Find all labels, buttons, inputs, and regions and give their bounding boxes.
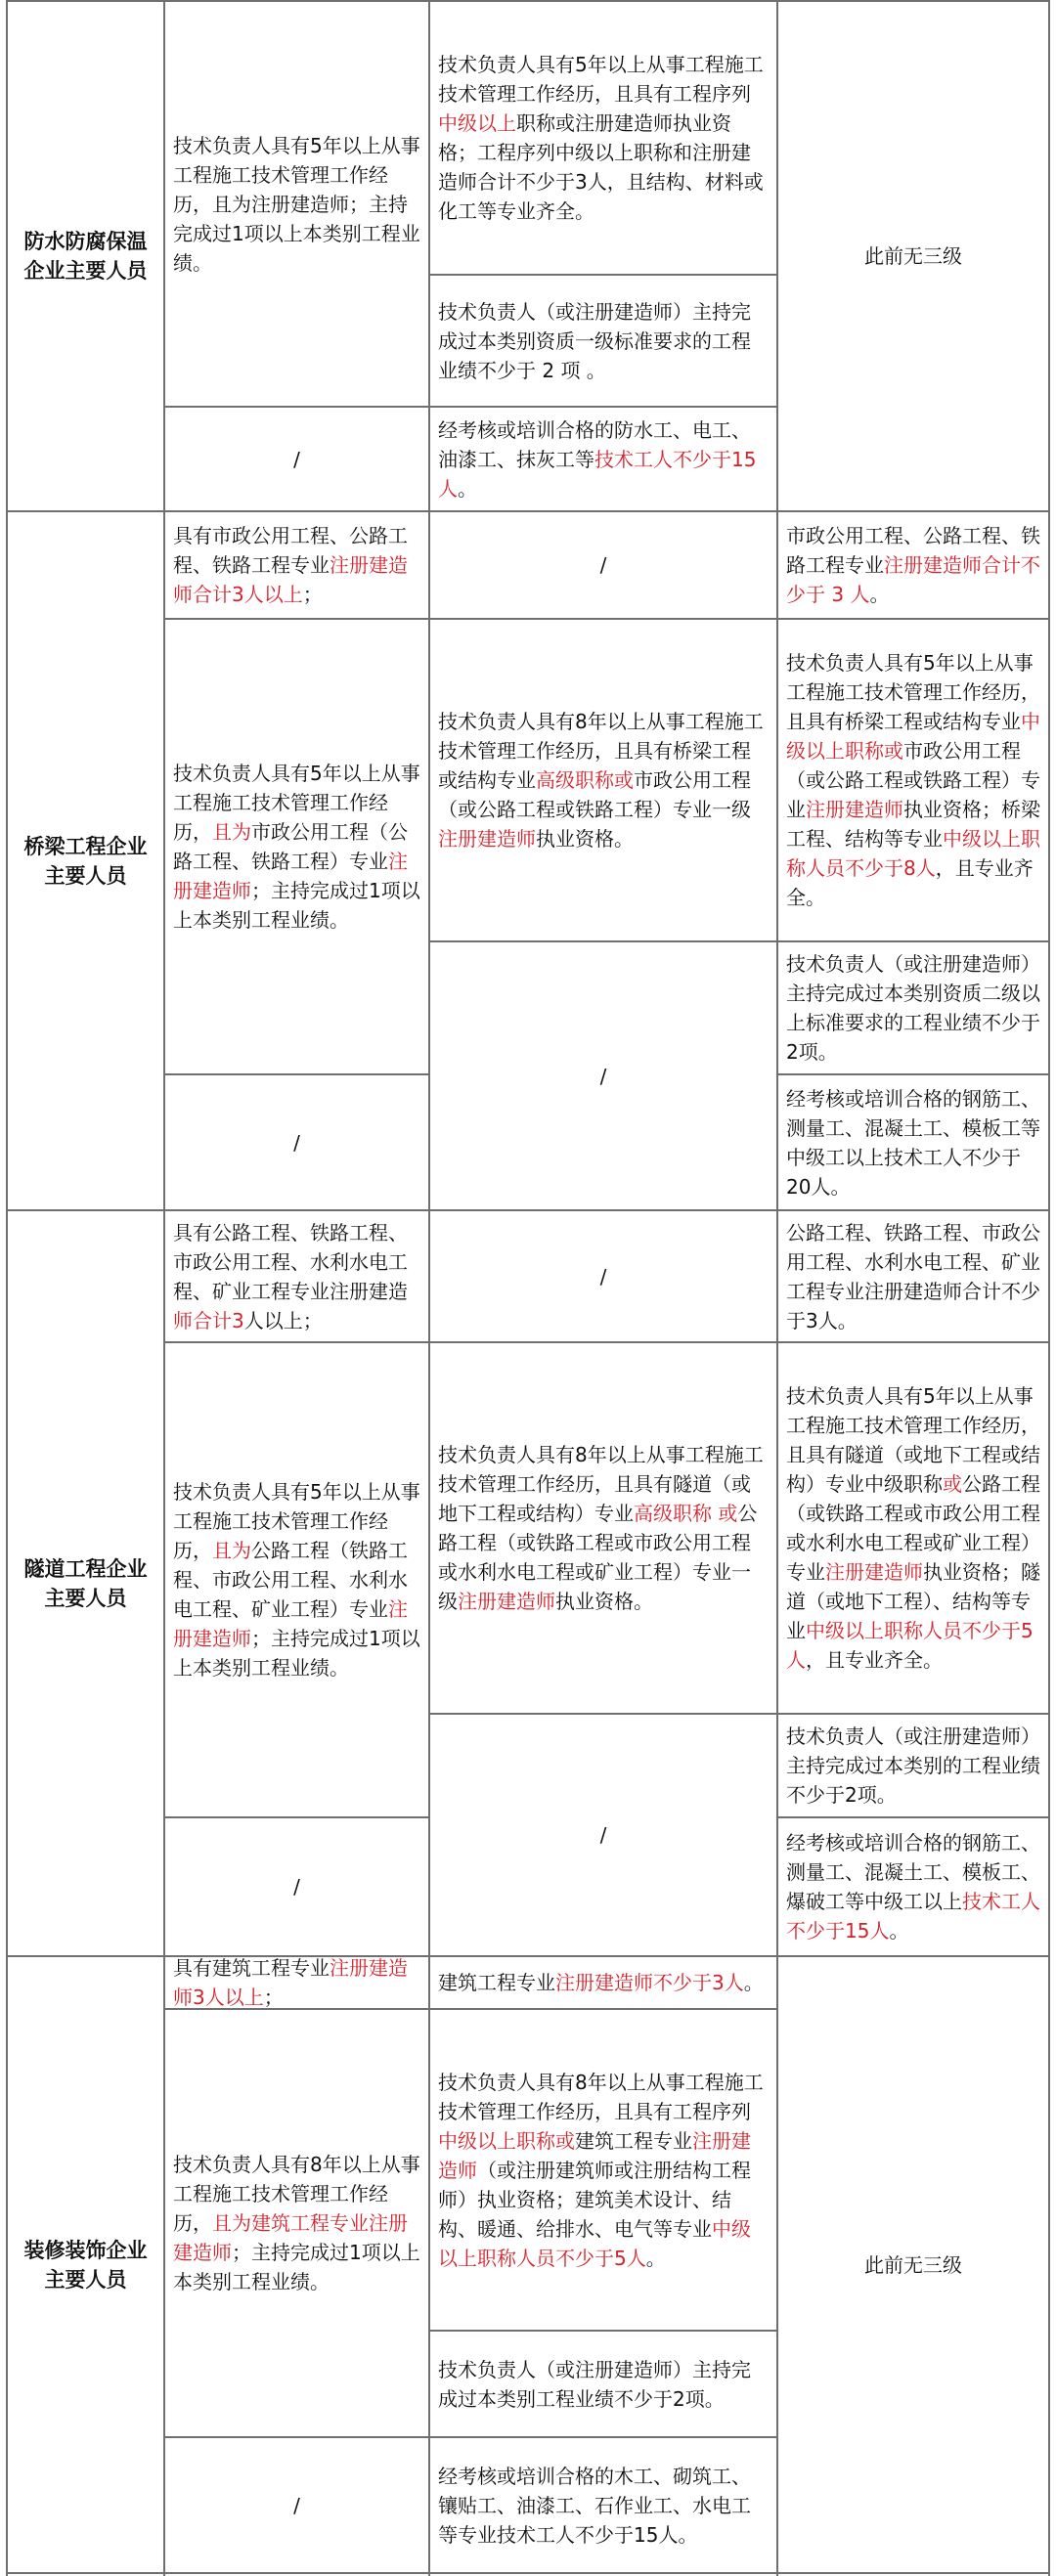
col-c-requirement-1: 公路工程、铁路工程、市政公用工程、水利水电工程、矿业工程专业注册建造师合计不少于3人。 xyxy=(786,1220,1040,1332)
col-b-slash-2: / xyxy=(599,1823,607,1847)
col-c-requirement-4: 经考核或培训合格的钢筋工、测量工、混凝土工、模板工等中级工以上技术工人不少于20人。 xyxy=(786,1086,1040,1199)
col-a-requirement-2: 技术负责人具有8年以上从事工程施工技术管理工作经历，且为建筑工程专业注册建造师；主持完成过1项以上本类别工程业绩。 xyxy=(173,2153,420,2293)
col-b-slash-2: / xyxy=(599,1064,607,1088)
category-title: 防水防腐保温企业主要人员 xyxy=(23,230,148,283)
col-b-requirement-3: 经考核或培训合格的防水工、电工、油漆工、抹灰工等技术工人不少于15人。 xyxy=(438,417,757,501)
col-c-note: 此前无三级 xyxy=(864,244,962,268)
col-b-requirement-2: 技术负责人具有8年以上从事工程施工技术管理工作经历，且具有工程序列中级以上职称或建筑工程专业注册建造师（或注册建筑师或注册结构工程师）执业资格；建筑美术设计、结构、暖通、给排水、电气等专业中级以上职称人员不少于5人。 xyxy=(438,2070,764,2270)
sep-4 xyxy=(6,2572,1050,2574)
col-c-requirement-2: 技术负责人具有5年以上从事工程施工技术管理工作经历，且具有桥梁工程或结构专业中级以上职称或市政公用工程（或公路工程或铁路工程）专业注册建造师执业资格；桥梁工程、结构等专业中级以上职称人员不少于8人，且专业齐全。 xyxy=(786,651,1040,909)
col-b-requirement-1: 建筑工程专业注册建造师不少于3人。 xyxy=(438,1971,764,1994)
col-a-slash: / xyxy=(293,1875,300,1899)
col-a-slash: / xyxy=(293,1130,300,1155)
col-a-slash: / xyxy=(293,2493,300,2517)
col-b-requirement-2: 技术负责人具有8年以上从事工程施工技术管理工作经历，且具有桥梁工程或结构专业高级职称或市政公用工程（或公路工程或铁路工程）专业一级注册建造师执业资格。 xyxy=(438,710,764,851)
col-b-requirement-2: 技术负责人具有8年以上从事工程施工技术管理工作经历，且具有隧道（或地下工程或结构）专业高级职称 或公路工程（或铁路工程或市政公用工程或水利水电工程或矿业工程）专业一级注册建造师执业资格。 xyxy=(438,1443,764,1613)
col-c-requirement-2: 技术负责人具有5年以上从事工程施工技术管理工作经历，且具有隧道（或地下工程或结构）专业中级职称或公路工程（或铁路工程或市政公用工程或水利水电工程或矿业工程）专业注册建造师执业资格；隧道（或地下工程）、结构等专业中级以上职称人员不少于5人，且专业齐全。 xyxy=(786,1384,1040,1672)
col-b-requirement-4: 经考核或培训合格的木工、砌筑工、镶贴工、油漆工、石作业工、水电工等专业技术工人不少于15人。 xyxy=(438,2464,751,2547)
category-title: 装修装饰企业主要人员 xyxy=(23,2238,148,2292)
col-b-requirement-3: 技术负责人（或注册建造师）主持完成过本类别工程业绩不少于2项。 xyxy=(438,2357,751,2411)
col-a-requirement-2: 技术负责人具有5年以上从事工程施工技术管理工作经历，且为公路工程（铁路工程、市政公用工程、水利水电工程、矿业工程）专业注册建造师；主持完成过1项以上本类别工程业绩。 xyxy=(173,1480,420,1680)
col-c-note: 此前无三级 xyxy=(864,2252,962,2277)
col-b-slash-1: / xyxy=(599,553,607,577)
col-a-requirement-1: 具有建筑工程专业注册建造师3人以上； xyxy=(173,1956,408,2009)
col-a-slash: / xyxy=(293,447,300,471)
col-a-requirement-2: 技术负责人具有5年以上从事工程施工技术管理工作经历，且为市政公用工程（公路工程、铁路工程）专业注册建造师；主持完成过1项以上本类别工程业绩。 xyxy=(173,762,420,932)
category-title: 隧道工程企业主要人员 xyxy=(23,1556,148,1610)
border-right xyxy=(1048,0,1050,2576)
col-b-requirement-1: 技术负责人具有5年以上从事工程施工技术管理工作经历，且具有工程序列中级以上职称或注册建造师执业资格；工程序列中级以上职称和注册建造师合计不少于3人，且结构、材料或化工等专业齐全。 xyxy=(438,53,764,223)
col-c-requirement-3: 技术负责人（或注册建造师）主持完成过本类别资质二级以上标准要求的工程业绩不少于2项。 xyxy=(786,952,1040,1064)
col-c-requirement-3: 技术负责人（或注册建造师）主持完成过本类别的工程业绩不少于2项。 xyxy=(786,1725,1040,1807)
category-title: 桥梁工程企业主要人员 xyxy=(23,834,148,888)
col-a-requirement-1: 具有公路工程、铁路工程、市政公用工程、水利水电工程、矿业工程专业注册建造师合计3人以上； xyxy=(173,1220,408,1332)
col-b-requirement-2: 技术负责人（或注册建造师）主持完成过本类别资质一级标准要求的工程业绩不少于 2 项 。 xyxy=(438,299,751,382)
col-c-requirement-1: 市政公用工程、公路工程、铁路工程专业注册建造师合计不少于 3 人。 xyxy=(786,524,1040,606)
col-c-requirement-4: 经考核或培训合格的钢筋工、测量工、混凝土工、模板工、爆破工等中级工以上技术工人不少于15人。 xyxy=(786,1831,1040,1943)
col-b-slash-1: / xyxy=(599,1264,607,1288)
col-a-requirement: 技术负责人具有5年以上从事工程施工技术管理工作经历，且为注册建造师；主持完成过1项以上本类别工程业绩。 xyxy=(173,133,420,275)
col-a-requirement-1: 具有市政公用工程、公路工程、铁路工程专业注册建造师合计3人以上； xyxy=(173,524,408,606)
